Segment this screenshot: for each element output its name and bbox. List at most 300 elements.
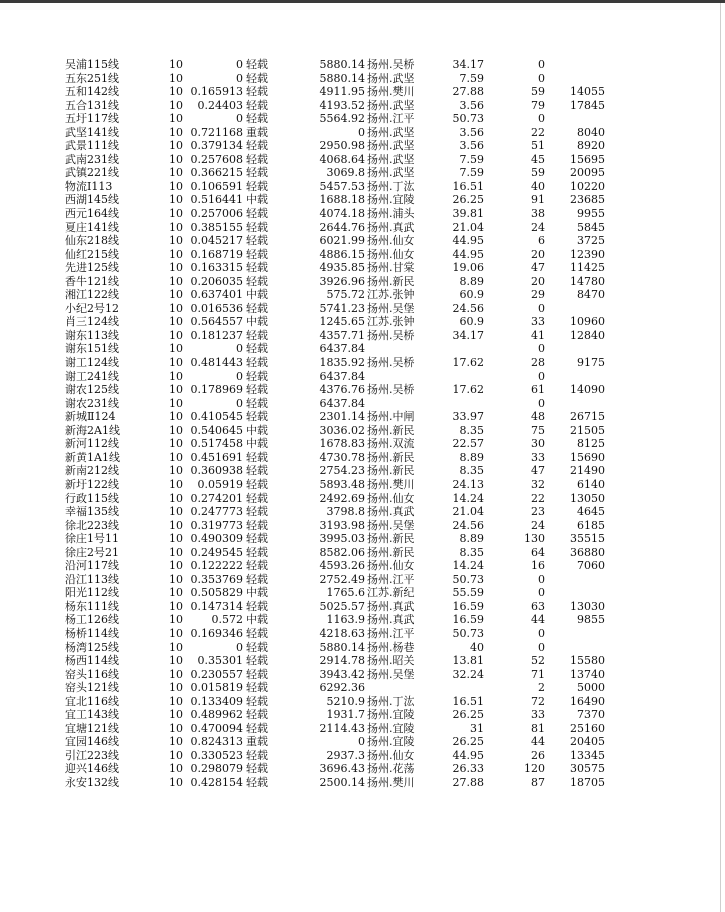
cell-distance: 17.62 (452, 383, 484, 397)
cell-load-ratio: 0.168719 (190, 247, 243, 261)
cell-load-ratio: 0.319773 (190, 518, 243, 532)
cell-load-ratio: 0 (236, 58, 243, 71)
cell-voltage: 10 (169, 721, 183, 735)
table-row (0, 397, 725, 411)
cell-line-name: 物流Ⅰ113 (65, 179, 113, 193)
table-row (0, 451, 725, 465)
cell-substation: 扬州.宜陵 (367, 721, 415, 735)
cell-distance: 34.17 (452, 328, 484, 342)
cell-total: 30575 (570, 762, 605, 776)
cell-total: 10220 (570, 179, 605, 193)
cell-count: 45 (531, 152, 545, 166)
cell-substation: 扬州.真武 (367, 220, 415, 234)
cell-total: 10960 (570, 315, 605, 329)
table-row (0, 234, 725, 248)
table-row (0, 288, 725, 302)
cell-total: 6185 (577, 518, 605, 532)
cell-distance: 3.56 (459, 125, 484, 139)
cell-total: 5000 (577, 681, 605, 695)
cell-substation: 江苏.张钟 (367, 288, 415, 302)
cell-substation: 扬州.浦头 (367, 207, 415, 221)
table-row (0, 356, 725, 370)
cell-voltage: 10 (169, 748, 183, 762)
table-row (0, 464, 725, 478)
cell-line-name: 永安132线 (65, 775, 119, 789)
cell-line-name: 谢农231线 (65, 396, 119, 410)
table-row (0, 207, 725, 221)
cell-load-status: 轻载 (246, 545, 268, 559)
cell-voltage: 10 (169, 640, 183, 654)
cell-capacity-margin: 3926.96 (319, 274, 365, 288)
cell-load-status: 轻载 (246, 85, 268, 99)
cell-count: 75 (531, 423, 545, 437)
cell-total: 7370 (577, 708, 605, 722)
cell-total: 9955 (577, 207, 605, 221)
cell-count: 40 (531, 179, 545, 193)
cell-count: 0 (538, 342, 545, 356)
cell-line-name: 窑头121线 (65, 681, 119, 695)
cell-total: 6140 (577, 477, 605, 491)
cell-capacity-margin: 2500.14 (319, 775, 365, 789)
cell-substation: 扬州.仙女 (367, 247, 415, 261)
cell-voltage: 10 (169, 274, 183, 288)
cell-count: 2 (538, 681, 545, 695)
table-row (0, 315, 725, 329)
cell-load-status: 中载 (246, 193, 268, 207)
cell-count: 59 (531, 166, 545, 180)
table-row (0, 329, 725, 343)
cell-load-ratio: 0.249545 (190, 545, 243, 559)
cell-voltage: 10 (169, 288, 183, 302)
cell-load-ratio: 0.385155 (190, 220, 243, 234)
cell-substation: 扬州.武坚 (367, 166, 415, 180)
table-row (0, 193, 725, 207)
cell-voltage: 10 (169, 681, 183, 695)
cell-capacity-margin: 2492.69 (319, 491, 365, 505)
cell-total: 15695 (570, 152, 605, 166)
cell-distance: 14.24 (452, 491, 484, 505)
cell-distance: 34.17 (452, 58, 484, 71)
table-row (0, 586, 725, 600)
cell-line-name: 宜工143线 (65, 708, 119, 722)
cell-voltage: 10 (169, 301, 183, 315)
cell-load-ratio: 0.505829 (190, 586, 243, 600)
cell-load-status: 轻载 (246, 721, 268, 735)
cell-voltage: 10 (169, 532, 183, 546)
table-row (0, 695, 725, 709)
cell-load-ratio: 0.298079 (190, 762, 243, 776)
cell-substation: 扬州.甘棠 (367, 261, 415, 275)
cell-load-status: 轻载 (246, 166, 268, 180)
cell-total: 13030 (570, 599, 605, 613)
cell-substation: 扬州.花荡 (367, 762, 415, 776)
cell-count: 23 (531, 505, 545, 519)
cell-load-status: 中载 (246, 613, 268, 627)
cell-distance: 16.51 (452, 694, 484, 708)
cell-capacity-margin: 1688.18 (319, 193, 365, 207)
cell-load-status: 轻载 (246, 261, 268, 275)
cell-distance: 8.89 (459, 274, 484, 288)
cell-count: 72 (531, 694, 545, 708)
cell-substation: 扬州.江平 (367, 112, 415, 126)
data-table (0, 58, 725, 790)
cell-capacity-margin: 3995.03 (319, 532, 365, 546)
cell-capacity-margin: 3069.8 (326, 166, 365, 180)
cell-count: 51 (531, 139, 545, 153)
cell-substation: 扬州.江平 (367, 572, 415, 586)
cell-voltage: 10 (169, 139, 183, 153)
cell-distance: 50.73 (452, 112, 484, 126)
cell-load-ratio: 0.257006 (190, 207, 243, 221)
cell-load-status: 轻载 (246, 247, 268, 261)
cell-capacity-margin: 2644.76 (319, 220, 365, 234)
cell-substation: 扬州.武坚 (367, 139, 415, 153)
cell-load-ratio: 0.572 (211, 613, 243, 627)
cell-load-ratio: 0.721168 (190, 125, 243, 139)
cell-load-status: 轻载 (246, 383, 268, 397)
cell-load-ratio: 0.428154 (190, 775, 243, 789)
cell-count: 71 (531, 667, 545, 681)
cell-line-name: 徐庄2号21 (65, 545, 119, 559)
cell-capacity-margin: 2301.14 (319, 410, 365, 424)
cell-count: 16 (531, 559, 545, 573)
table-row (0, 342, 725, 356)
cell-load-ratio: 0.353769 (190, 572, 243, 586)
cell-voltage: 10 (169, 518, 183, 532)
cell-load-status: 轻载 (246, 328, 268, 342)
cell-total: 11425 (570, 261, 605, 275)
cell-total: 8920 (577, 139, 605, 153)
cell-load-ratio: 0.106591 (190, 179, 243, 193)
cell-distance: 8.35 (459, 545, 484, 559)
cell-voltage: 10 (169, 396, 183, 410)
cell-load-status: 轻载 (246, 708, 268, 722)
cell-load-status: 轻载 (246, 234, 268, 248)
cell-voltage: 10 (169, 383, 183, 397)
cell-load-ratio: 0.451691 (190, 450, 243, 464)
cell-line-name: 五圩117线 (65, 112, 119, 126)
cell-capacity-margin: 5880.14 (319, 71, 365, 85)
cell-distance: 3.56 (459, 139, 484, 153)
cell-capacity-margin: 4193.52 (319, 98, 365, 112)
cell-voltage: 10 (169, 152, 183, 166)
cell-capacity-margin: 4357.71 (319, 328, 365, 342)
cell-total: 8040 (577, 125, 605, 139)
cell-substation: 扬州.中闸 (367, 410, 415, 424)
cell-capacity-margin: 6021.99 (319, 234, 365, 248)
cell-load-status: 轻载 (246, 505, 268, 519)
cell-total: 18705 (570, 775, 605, 789)
cell-count: 20 (531, 274, 545, 288)
cell-count: 6 (538, 234, 545, 248)
cell-load-ratio: 0.257608 (190, 152, 243, 166)
cell-line-name: 徐北223线 (65, 518, 119, 532)
cell-capacity-margin: 1765.6 (326, 586, 365, 600)
cell-load-ratio: 0.181237 (190, 328, 243, 342)
cell-voltage: 10 (169, 328, 183, 342)
cell-distance: 55.59 (452, 586, 484, 600)
cell-capacity-margin: 5210.9 (326, 694, 365, 708)
cell-line-name: 杨湾125线 (65, 640, 119, 654)
cell-capacity-margin: 5564.92 (319, 112, 365, 126)
cell-substation: 扬州.丁汯 (367, 694, 415, 708)
cell-capacity-margin: 5880.14 (319, 58, 365, 71)
cell-distance: 32.24 (452, 667, 484, 681)
cell-substation: 扬州.真武 (367, 599, 415, 613)
cell-substation: 扬州.武坚 (367, 152, 415, 166)
table-row (0, 505, 725, 519)
cell-distance: 8.89 (459, 532, 484, 546)
cell-line-name: 沿河117线 (65, 559, 119, 573)
cell-load-status: 中载 (246, 437, 268, 451)
cell-load-ratio: 0.133409 (190, 694, 243, 708)
table-row (0, 654, 725, 668)
cell-substation: 扬州.丁汯 (367, 179, 415, 193)
cell-total: 36880 (570, 545, 605, 559)
cell-load-status: 轻载 (246, 572, 268, 586)
cell-distance: 44.95 (452, 247, 484, 261)
cell-load-ratio: 0.24403 (197, 98, 243, 112)
table-row (0, 735, 725, 749)
cell-total: 17845 (570, 98, 605, 112)
cell-total: 15580 (570, 654, 605, 668)
cell-load-ratio: 0.564557 (190, 315, 243, 329)
cell-load-ratio: 0.178969 (190, 383, 243, 397)
cell-line-name: 五合131线 (65, 98, 119, 112)
cell-count: 0 (538, 112, 545, 126)
table-row (0, 410, 725, 424)
cell-voltage: 10 (169, 234, 183, 248)
table-row (0, 424, 725, 438)
cell-voltage: 10 (169, 545, 183, 559)
cell-count: 48 (531, 410, 545, 424)
cell-load-status: 轻载 (246, 464, 268, 478)
cell-voltage: 10 (169, 464, 183, 478)
cell-distance: 21.04 (452, 220, 484, 234)
cell-load-ratio: 0.824313 (190, 735, 243, 749)
cell-line-name: 新海2A1线 (65, 423, 120, 437)
cell-count: 32 (531, 477, 545, 491)
cell-capacity-margin: 5025.57 (319, 599, 365, 613)
cell-capacity-margin: 2914.78 (319, 654, 365, 668)
cell-distance: 7.59 (459, 166, 484, 180)
cell-total: 35515 (570, 532, 605, 546)
cell-load-ratio: 0.016536 (190, 301, 243, 315)
cell-load-status: 轻载 (246, 139, 268, 153)
table-row (0, 221, 725, 235)
cell-count: 24 (531, 518, 545, 532)
cell-substation: 扬州.吴堡 (367, 667, 415, 681)
cell-voltage: 10 (169, 315, 183, 329)
cell-capacity-margin: 4068.64 (319, 152, 365, 166)
cell-load-ratio: 0.516441 (190, 193, 243, 207)
cell-capacity-margin: 0 (358, 735, 365, 749)
cell-load-status: 轻载 (246, 356, 268, 370)
cell-voltage: 10 (169, 572, 183, 586)
cell-total: 21490 (570, 464, 605, 478)
cell-load-status: 轻载 (246, 748, 268, 762)
table-row (0, 722, 725, 736)
cell-voltage: 10 (169, 559, 183, 573)
cell-distance: 24.56 (452, 301, 484, 315)
cell-line-name: 幸福135线 (65, 505, 119, 519)
cell-substation: 扬州.宜陵 (367, 735, 415, 749)
cell-line-name: 杨桥114线 (65, 626, 119, 640)
cell-line-name: 肖三124线 (65, 315, 119, 329)
cell-voltage: 10 (169, 207, 183, 221)
cell-distance: 50.73 (452, 626, 484, 640)
cell-substation: 扬州.武坚 (367, 71, 415, 85)
table-row (0, 248, 725, 262)
cell-load-status: 中载 (246, 288, 268, 302)
cell-line-name: 迎兴146线 (65, 762, 119, 776)
table-row (0, 708, 725, 722)
table-row (0, 613, 725, 627)
cell-total: 5845 (577, 220, 605, 234)
cell-substation: 扬州.新民 (367, 532, 415, 546)
cell-distance: 26.25 (452, 193, 484, 207)
cell-substation: 扬州.仙女 (367, 491, 415, 505)
cell-load-status: 轻载 (246, 491, 268, 505)
cell-line-name: 杨西114线 (65, 654, 119, 668)
cell-line-name: 武景111线 (65, 139, 119, 153)
cell-voltage: 10 (169, 247, 183, 261)
cell-line-name: 香牛121线 (65, 274, 119, 288)
cell-substation: 扬州.新民 (367, 464, 415, 478)
cell-line-name: 新河112线 (65, 437, 119, 451)
cell-voltage: 10 (169, 342, 183, 356)
cell-voltage: 10 (169, 654, 183, 668)
cell-load-status: 重载 (246, 735, 268, 749)
cell-capacity-margin: 5741.23 (319, 301, 365, 315)
cell-load-status: 轻载 (246, 667, 268, 681)
cell-substation: 扬州.江平 (367, 626, 415, 640)
cell-load-status: 轻载 (246, 410, 268, 424)
cell-line-name: 西元164线 (65, 207, 119, 221)
cell-distance: 50.73 (452, 572, 484, 586)
cell-capacity-margin: 4935.85 (319, 261, 365, 275)
cell-substation: 扬州.吴桥 (367, 328, 415, 342)
cell-line-name: 西湖145线 (65, 193, 119, 207)
cell-capacity-margin: 3193.98 (319, 518, 365, 532)
cell-total: 9175 (577, 356, 605, 370)
cell-voltage: 10 (169, 58, 183, 71)
cell-count: 0 (538, 396, 545, 410)
cell-line-name: 沿江113线 (65, 572, 119, 586)
cell-voltage: 10 (169, 505, 183, 519)
cell-count: 0 (538, 640, 545, 654)
cell-substation: 扬州.真武 (367, 613, 415, 627)
cell-total: 13345 (570, 748, 605, 762)
cell-load-status: 轻载 (246, 599, 268, 613)
cell-load-status: 轻载 (246, 71, 268, 85)
cell-load-ratio: 0.540645 (190, 423, 243, 437)
cell-load-ratio: 0.165913 (190, 85, 243, 99)
cell-substation: 扬州.吴桥 (367, 356, 415, 370)
cell-voltage: 10 (169, 667, 183, 681)
cell-count: 81 (531, 721, 545, 735)
table-row (0, 166, 725, 180)
cell-voltage: 10 (169, 71, 183, 85)
cell-voltage: 10 (169, 477, 183, 491)
cell-count: 38 (531, 207, 545, 221)
cell-count: 0 (538, 572, 545, 586)
cell-load-status: 中载 (246, 315, 268, 329)
cell-capacity-margin: 6292.36 (319, 681, 365, 695)
cell-line-name: 武镇221线 (65, 166, 119, 180)
cell-load-status: 轻载 (246, 559, 268, 573)
cell-capacity-margin: 4730.78 (319, 450, 365, 464)
cell-voltage: 10 (169, 708, 183, 722)
cell-load-status: 轻载 (246, 58, 268, 71)
cell-distance: 21.04 (452, 505, 484, 519)
top-border (0, 0, 725, 3)
cell-distance: 26.33 (452, 762, 484, 776)
cell-line-name: 谢工124线 (65, 356, 119, 370)
table-row (0, 99, 725, 113)
cell-capacity-margin: 2754.23 (319, 464, 365, 478)
cell-distance: 60.9 (459, 288, 484, 302)
cell-distance: 13.81 (452, 654, 484, 668)
cell-voltage: 10 (169, 166, 183, 180)
cell-voltage: 10 (169, 775, 183, 789)
cell-load-ratio: 0.517458 (190, 437, 243, 451)
cell-total: 3725 (577, 234, 605, 248)
cell-load-ratio: 0.122222 (190, 559, 243, 573)
cell-voltage: 10 (169, 735, 183, 749)
cell-count: 0 (538, 369, 545, 383)
cell-line-name: 谢农125线 (65, 383, 119, 397)
cell-load-status: 轻载 (246, 694, 268, 708)
cell-line-name: 阳光112线 (65, 586, 119, 600)
cell-load-status: 轻载 (246, 396, 268, 410)
cell-line-name: 五东251线 (65, 71, 119, 85)
cell-count: 44 (531, 613, 545, 627)
cell-load-ratio: 0 (236, 342, 243, 356)
cell-total: 16490 (570, 694, 605, 708)
cell-load-status: 轻载 (246, 518, 268, 532)
cell-count: 24 (531, 220, 545, 234)
cell-count: 0 (538, 71, 545, 85)
cell-total: 14090 (570, 383, 605, 397)
cell-count: 29 (531, 288, 545, 302)
cell-voltage: 10 (169, 599, 183, 613)
cell-voltage: 10 (169, 98, 183, 112)
cell-count: 91 (531, 193, 545, 207)
cell-voltage: 10 (169, 125, 183, 139)
cell-count: 22 (531, 125, 545, 139)
cell-load-ratio: 0.015819 (190, 681, 243, 695)
cell-capacity-margin: 4218.63 (319, 626, 365, 640)
cell-load-ratio: 0.637401 (190, 288, 243, 302)
table-row (0, 532, 725, 546)
table-row (0, 275, 725, 289)
cell-distance: 8.35 (459, 464, 484, 478)
cell-load-ratio: 0.274201 (190, 491, 243, 505)
cell-count: 130 (524, 532, 545, 546)
cell-substation: 扬州.双流 (367, 437, 415, 451)
cell-voltage: 10 (169, 261, 183, 275)
table-row (0, 85, 725, 99)
cell-voltage: 10 (169, 356, 183, 370)
cell-load-ratio: 0.330523 (190, 748, 243, 762)
cell-substation: 扬州.樊川 (367, 85, 415, 99)
cell-load-ratio: 0.045217 (190, 234, 243, 248)
cell-substation: 扬州.杨巷 (367, 640, 415, 654)
cell-load-ratio: 0.163315 (190, 261, 243, 275)
cell-load-status: 轻载 (246, 220, 268, 234)
cell-substation: 扬州.吴堡 (367, 301, 415, 315)
